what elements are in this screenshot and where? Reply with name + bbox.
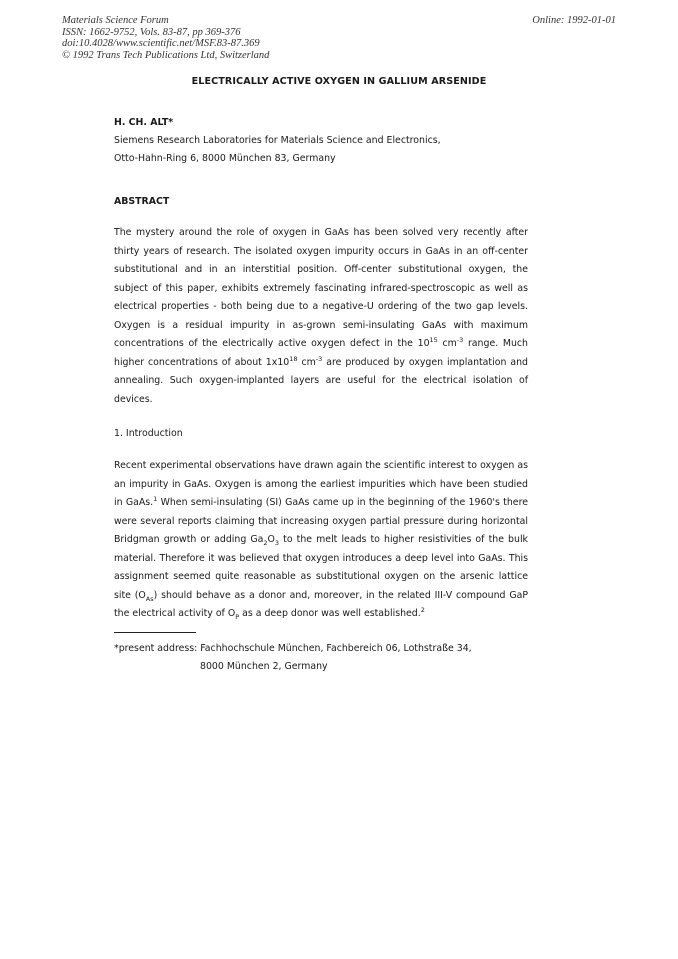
affiliation-line-1: Siemens Research Laboratories for Materials Science and Electronics, — [114, 135, 441, 146]
abstract-heading: ABSTRACT — [114, 196, 170, 207]
paper-title: ELECTRICALLY ACTIVE OXYGEN IN GALLIUM ARSENIDE — [191, 76, 487, 87]
abstract-paragraph: The mystery around the role of oxygen in GaAs has been solved very recently after thirty years of research. The isolated oxygen impurity occurs in GaAs in an off-center substitutional and in an interstitial position. Off-center substitutional oxygen, the subject of this paper, exhibits extremely fascinating infrared-spectroscopic as well as electrical properties - both being due to a negative-U ordering of the two gap levels. Oxygen is a residual impurity in as-grown semi-insulating GaAs with maximum concentrations of the electrically active oxygen defect in the $10^{15}$ $cm^{-3}$ range. Much higher concentrations of about $1x10^{18}$ $cm^{-3}$ are produced by oxygen implantation and annealing. Such oxygen-implanted layers are useful for the electrical isolation of devices. — [114, 227, 528, 405]
section-heading-introduction: 1. Introduction — [114, 428, 183, 439]
affiliation-line-2: Otto-Hahn-Ring 6, 8000 München 83, Germany — [114, 153, 336, 164]
footnote — [114, 640, 472, 676]
author-block — [114, 114, 441, 168]
footnote-divider — [114, 632, 196, 633]
journal-name: Materials Science Forum — [62, 15, 169, 26]
footnote-line-2: 8000 München 2, Germany — [200, 661, 328, 672]
ref-2[interactable]: 2 — [420, 605, 425, 614]
author-name: H. CH. ALT* — [114, 117, 174, 128]
issn-line: ISSN: 1662-9752, Vols. 83-87, pp 369-376 — [62, 26, 241, 38]
copyright-line: © 1992 Trans Tech Publications Ltd, Switzerland — [62, 49, 270, 61]
online-date: Online: 1992-01-01 — [532, 15, 616, 26]
doi-line[interactable]: doi:10.4028/www.scientific.net/MSF.83-87.369 — [62, 38, 260, 49]
footnote-line-1: *present address: Fachhochschule München, Fachbereich 06, Lothstraße 34, — [114, 643, 472, 654]
journal-header — [62, 15, 269, 61]
ref-1[interactable]: 1 — [153, 494, 158, 503]
introduction-paragraph: Recent experimental observations have drawn again the scientific interest to oxygen as an impurity in GaAs. Oxygen is among the earliest impurities which have been studied in GaAs.$^1$ When semi-insulating (SI) GaAs came up in the beginning of the 1960's there were several reports claiming that increasing oxygen partial pressure during horizontal Bridgman growth or adding $Ga_2O_3$ to the melt leads to higher resistivities of the bulk material. Therefore it was believed that oxygen introduces a deep level into GaAs. This assignment seemed quite reasonable as substitutional oxygen on the arsenic lattice site $(O_{As})$ should behave as a donor and, moreover, in the related III-V compound GaP the electrical activity of $O_P$ as a deep donor was well established.$^2$ — [114, 460, 528, 621]
